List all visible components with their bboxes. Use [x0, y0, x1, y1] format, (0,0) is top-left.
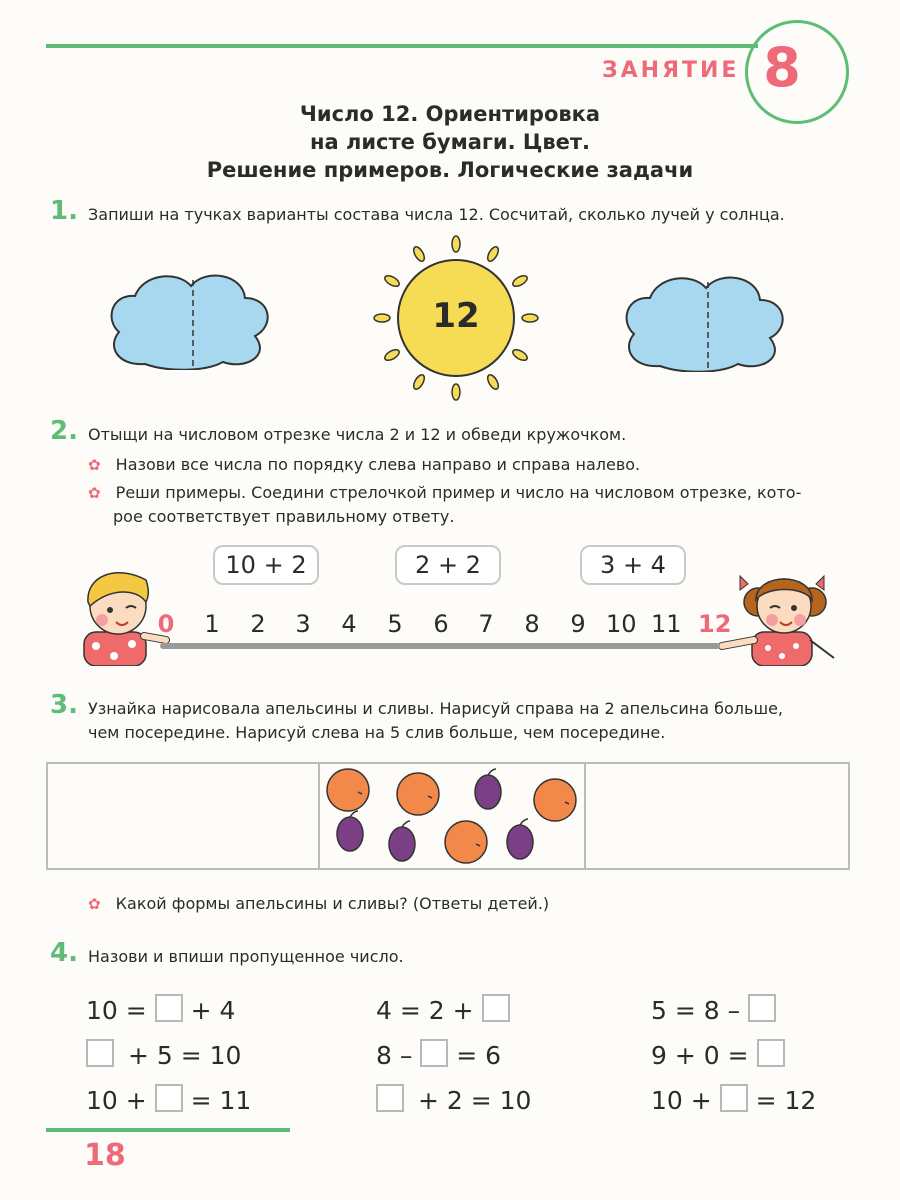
orange-icon	[327, 769, 369, 811]
flower-bullet-icon: ✿	[88, 456, 101, 474]
expression-box-1[interactable]: 10 + 2	[213, 545, 319, 585]
equation-3-2	[651, 1039, 785, 1071]
flower-bullet-icon: ✿	[88, 484, 101, 502]
answer-box[interactable]	[482, 994, 510, 1022]
orange-icon	[534, 779, 576, 821]
footer-rule	[46, 1128, 290, 1132]
task-2-bullet-2-text: Реши примеры. Соедини стрелочкой пример и число на числовом отрезке, кото-	[115, 483, 802, 502]
number-line-4[interactable]: 4	[341, 610, 357, 638]
eq-part: 9 + 0 =	[651, 1041, 749, 1070]
equation-2-3	[376, 1084, 531, 1116]
equation-1-1	[86, 994, 235, 1026]
plum-icon	[507, 819, 533, 859]
number-line-7[interactable]: 7	[478, 610, 494, 638]
fruits-drawing	[320, 766, 586, 866]
task-4-text: Назови и впиши пропущенное число.	[88, 947, 404, 966]
number-line-11[interactable]: 11	[651, 610, 682, 638]
number-line-10[interactable]: 10	[606, 610, 637, 638]
number-line-1[interactable]: 1	[204, 610, 220, 638]
task-2-bullet-2	[88, 481, 801, 505]
answer-box[interactable]	[376, 1084, 404, 1112]
task-2-bullet-1	[88, 453, 640, 477]
task-2-bullet-2-continued: рое соответствует правильному ответу.	[113, 507, 455, 526]
equation-3-1	[651, 994, 776, 1026]
task-3-number: 3.	[50, 690, 78, 720]
eq-part: = 6	[456, 1041, 502, 1070]
equation-2-1	[376, 994, 510, 1026]
expression-box-3[interactable]: 3 + 4	[580, 545, 686, 585]
header-rule	[46, 44, 758, 48]
eq-part: = 11	[190, 1086, 252, 1115]
plum-icon	[337, 811, 363, 851]
number-line-9[interactable]: 9	[570, 610, 586, 638]
task-2-bullet-1-text: Назови все числа по порядку слева направо и справа налево.	[115, 455, 641, 474]
sun-number: 12	[432, 296, 480, 336]
answer-box[interactable]	[155, 1084, 183, 1112]
equation-1-3	[86, 1084, 251, 1116]
task-4-number: 4.	[50, 938, 78, 968]
number-line-5[interactable]: 5	[387, 610, 403, 638]
cloud-left-icon[interactable]	[105, 268, 275, 370]
eq-part: + 5 = 10	[127, 1041, 242, 1070]
orange-icon	[445, 821, 487, 863]
eq-part: = 12	[755, 1086, 817, 1115]
answer-box[interactable]	[86, 1039, 114, 1067]
equation-2-2	[376, 1039, 501, 1071]
eq-part: 4 = 2 +	[376, 996, 474, 1025]
answer-box[interactable]	[155, 994, 183, 1022]
page-number: 18	[84, 1138, 126, 1173]
table-cell-left[interactable]	[48, 764, 318, 868]
orange-icon	[397, 773, 439, 815]
lesson-number: 8	[763, 36, 801, 99]
number-line-bar	[160, 643, 720, 649]
number-line-2[interactable]: 2	[250, 610, 266, 638]
task-2-text: Отыщи на числовом отрезке числа 2 и 12 и обведи кружочком.	[88, 425, 627, 444]
number-line-0[interactable]: 0	[157, 610, 175, 638]
title-line-1: Число 12. Ориентировка	[299, 102, 601, 126]
plum-icon	[389, 821, 415, 861]
task-1-number: 1.	[50, 196, 78, 226]
answer-box[interactable]	[748, 994, 776, 1022]
title-line-2: на листе бумаги. Цвет.	[309, 130, 591, 154]
answer-box[interactable]	[720, 1084, 748, 1112]
page-title	[100, 100, 800, 184]
cloud-right-icon[interactable]	[620, 270, 790, 372]
number-line-3[interactable]: 3	[295, 610, 311, 638]
task-1-text: Запиши на тучках варианты состава числа 12. Сосчитай, сколько лучей у солнца.	[88, 205, 785, 224]
equation-3-3	[651, 1084, 816, 1116]
task-3-bullet-text: Какой формы апельсины и сливы? (Ответы детей.)	[115, 894, 550, 913]
eq-part: + 2 = 10	[417, 1086, 532, 1115]
task-3-text-line-2: чем посередине. Нарисуй слева на 5 слив больше, чем посередине.	[88, 723, 666, 742]
task-3-text-line-1: Узнайка нарисовала апельсины и сливы. Нарисуй справа на 2 апельсина больше,	[88, 699, 784, 718]
number-line-8[interactable]: 8	[524, 610, 540, 638]
task-3-bullet	[88, 892, 549, 916]
eq-part: + 4	[190, 996, 236, 1025]
flower-bullet-icon: ✿	[88, 895, 101, 913]
eq-part: 5 = 8 –	[651, 996, 741, 1025]
eq-part: 10 +	[651, 1086, 712, 1115]
equation-1-2	[86, 1039, 241, 1071]
task-2-number: 2.	[50, 416, 78, 446]
eq-part: 10 =	[86, 996, 147, 1025]
table-cell-right[interactable]	[586, 764, 848, 868]
number-line-6[interactable]: 6	[433, 610, 449, 638]
expression-box-2[interactable]: 2 + 2	[395, 545, 501, 585]
lesson-label: ЗАНЯТИЕ	[602, 58, 740, 83]
title-line-3: Решение примеров. Логические задачи	[206, 158, 694, 182]
eq-part: 8 –	[376, 1041, 413, 1070]
eq-part: 10 +	[86, 1086, 147, 1115]
answer-box[interactable]	[420, 1039, 448, 1067]
number-line-12[interactable]: 12	[698, 610, 732, 638]
plum-icon	[475, 769, 501, 809]
answer-box[interactable]	[757, 1039, 785, 1067]
